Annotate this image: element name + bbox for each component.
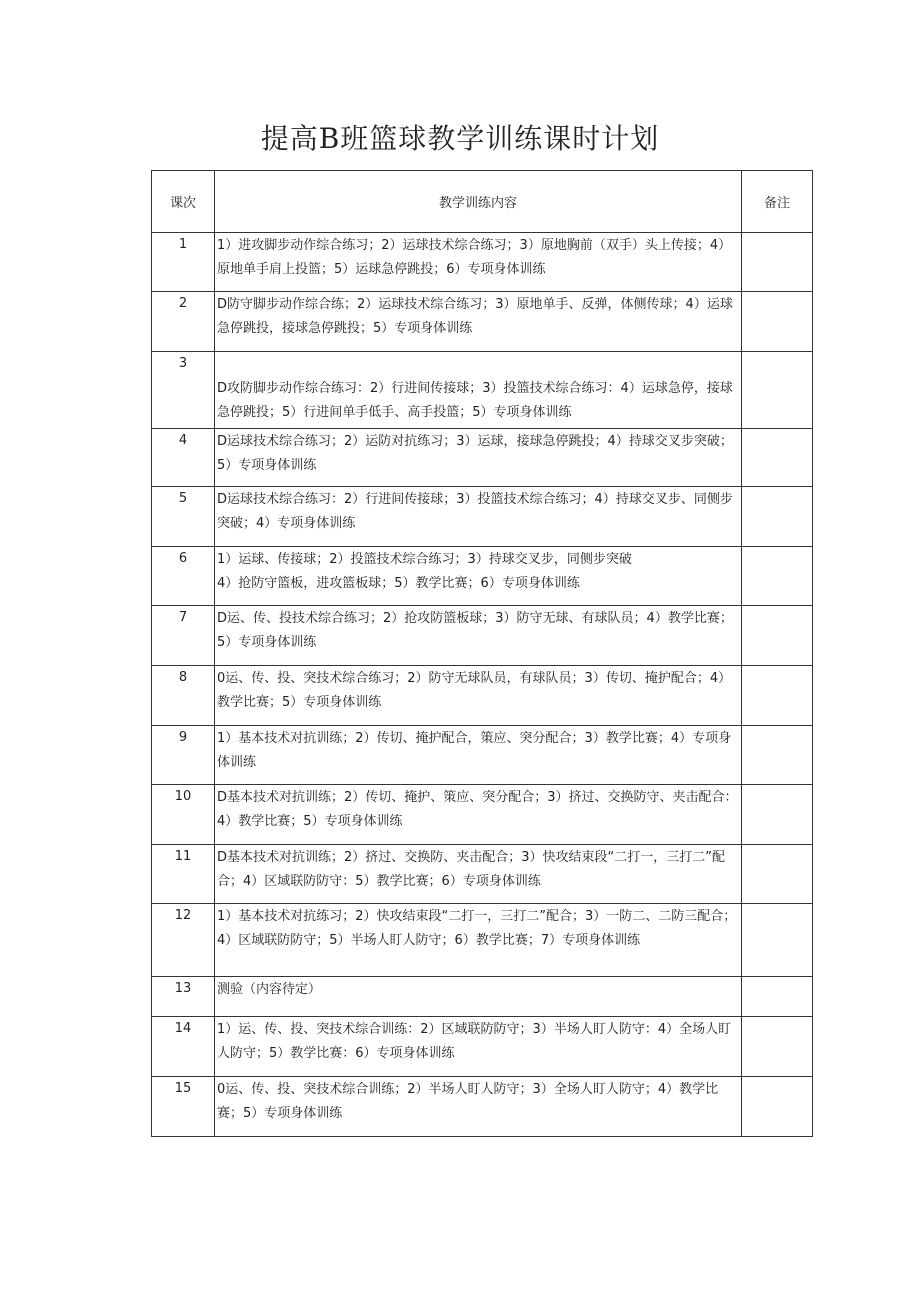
lesson-note — [742, 606, 813, 666]
table-row — [152, 547, 813, 606]
lesson-content: D运、传、投技术综合练习；2）抢攻防篮板球；3）防守无球、有球队员；4）教学比赛；5）专项身体训练 — [215, 606, 742, 666]
page-title: 提高B班篮球教学训练课时计划 — [260, 122, 660, 155]
lesson-content: D基本技术对抗训练；2）挤过、交换防、夹击配合；3）快攻结束段“二打一，三打二”配合；4）区域联防防守：5）教学比赛；6）专项身体训练 — [215, 845, 742, 904]
lesson-note — [742, 845, 813, 904]
header-content: 教学训练内容 — [215, 171, 742, 233]
lesson-content: D运球技术综合练习：2）行进间传接球；3）投篮技术综合练习；4）持球交叉步、同侧步突破；4）专项身体训练 — [215, 487, 742, 547]
lesson-content: D运球技术综合练习；2）运防对抗练习；3）运球，接球急停跳投；4）持球交叉步突破；5）专项身体训练 — [215, 429, 742, 487]
lesson-content: D基本技术对抗训练；2）传切、掩护、策应、突分配合；3）挤过、交换防守、夹击配合：4）教学比赛；5）专项身体训练 — [215, 785, 742, 845]
table-row — [152, 429, 813, 487]
lesson-number: 3 — [152, 352, 215, 429]
lesson-content: 0运、传、投、突技术综合练习；2）防守无球队员，有球队员；3）传切、掩护配合；4）教学比赛；5）专项身体训练 — [215, 666, 742, 726]
table-row — [152, 726, 813, 785]
lesson-content — [215, 352, 742, 429]
table-row — [152, 977, 813, 1017]
table-row — [152, 487, 813, 547]
table-header-row — [152, 171, 813, 233]
lesson-number: 11 — [152, 845, 215, 904]
lesson-plan-table — [151, 170, 813, 1137]
lesson-number: 13 — [152, 977, 215, 1017]
lesson-note — [742, 233, 813, 292]
lesson-note — [742, 977, 813, 1017]
lesson-note — [742, 1017, 813, 1077]
lesson-number: 2 — [152, 292, 215, 352]
lesson-content: 1）运球、传接球；2）投篮技术综合练习；3）持球交叉步，同侧步突破 4）抢防守篮板，进攻篮板球；5）教学比赛；6）专项身体训练 — [215, 547, 742, 606]
table-row — [152, 352, 813, 429]
table-row — [152, 1017, 813, 1077]
lesson-content: 1）基本技术对抗练习；2）快攻结束段“二打一，三打二”配合；3）一防二、二防三配合；4）区域联防防守；5）半场人盯人防守；6）教学比赛；7）专项身体训练 — [215, 904, 742, 977]
lesson-content: 1）进攻脚步动作综合练习；2）运球技术综合练习；3）原地胸前（双手）头上传接；4）原地单手肩上投篮；5）运球急停跳投；6）专项身体训练 — [215, 233, 742, 292]
table-row — [152, 845, 813, 904]
lesson-number: 10 — [152, 785, 215, 845]
lesson-note — [742, 352, 813, 429]
lesson-content: 0运、传、投、突技术综合训练；2）半场人盯人防守；3）全场人盯人防守；4）教学比赛；5）专项身体训练 — [215, 1077, 742, 1137]
lesson-number: 12 — [152, 904, 215, 977]
lesson-note — [742, 429, 813, 487]
table-row — [152, 1077, 813, 1137]
lesson-number: 14 — [152, 1017, 215, 1077]
table-row — [152, 904, 813, 977]
lesson-note — [742, 292, 813, 352]
lesson-number: 9 — [152, 726, 215, 785]
lesson-note — [742, 1077, 813, 1137]
lesson-number: 1 — [152, 233, 215, 292]
header-lesson-number: 课次 — [152, 171, 215, 233]
lesson-note — [742, 666, 813, 726]
lesson-number: 8 — [152, 666, 215, 726]
lesson-note — [742, 547, 813, 606]
lesson-number: 5 — [152, 487, 215, 547]
lesson-note — [742, 785, 813, 845]
table-row — [152, 292, 813, 352]
header-notes: 备注 — [742, 171, 813, 233]
table-row — [152, 606, 813, 666]
table-row — [152, 233, 813, 292]
lesson-content: D防守脚步动作综合练；2）运球技术综合练习；3）原地单手、反弹，体侧传球；4）运球急停跳投，接球急停跳投；5）专项身体训练 — [215, 292, 742, 352]
lesson-content-text: D攻防脚步动作综合练习：2）行进间传接球；3）投篮技术综合练习：4）运球急停，接球急停跳投；5）行进间单手低手、高手投篮；5）专项身体训练 — [217, 381, 733, 420]
lesson-number: 6 — [152, 547, 215, 606]
lesson-number: 4 — [152, 429, 215, 487]
lesson-content: 1）运、传、投、突技术综合训练：2）区域联防防守；3）半场人盯人防守：4）全场人盯人防守；5）教学比赛：6）专项身体训练 — [215, 1017, 742, 1077]
lesson-number: 15 — [152, 1077, 215, 1137]
lesson-content: 1）基本技术对抗训练；2）传切、掩护配合，策应、突分配合；3）教学比赛；4）专项身体训练 — [215, 726, 742, 785]
table-row — [152, 666, 813, 726]
table-row — [152, 785, 813, 845]
lesson-number: 7 — [152, 606, 215, 666]
lesson-note — [742, 904, 813, 977]
lesson-note — [742, 726, 813, 785]
lesson-note — [742, 487, 813, 547]
lesson-content: 测验（内容待定） — [215, 977, 742, 1017]
